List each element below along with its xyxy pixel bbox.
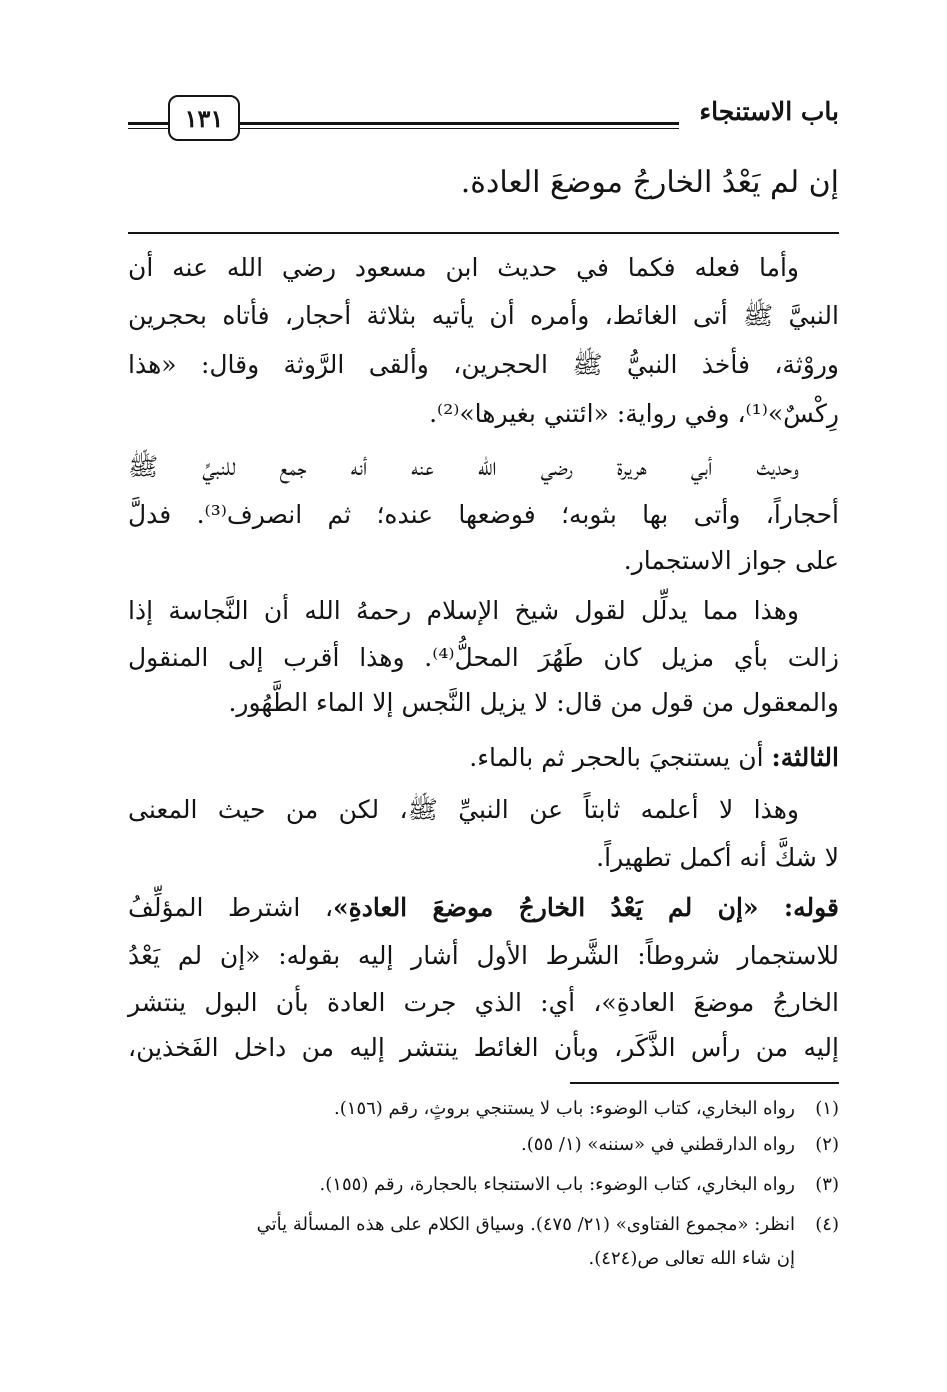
body-line: وهذا لا أعلمه ثابتاً عن النبيِّ ﷺ، لكن من حيث المعنى [128, 795, 799, 824]
third-label: الثالثة: [771, 743, 839, 772]
body-line: للاستجمار شروطاً: الشَّرط الأول أشار إليه بقوله: «إن لم يَعْدُ [128, 941, 839, 970]
footnote [320, 1176, 839, 1194]
footnote [334, 1100, 839, 1118]
footnote-text: رواه الدارقطني في «سننه» (١/ ٥٥). [521, 1134, 795, 1155]
body-line: والمعقول من قول من قال: لا يزيل النَّجس إلا الماء الطَّهُور. [228, 688, 839, 717]
body-line: وروْثة، فأخذ النبيُّ ﷺ الحجرين، وألقى الرَّوثة وقال: «هذا [128, 350, 839, 379]
third-text: أن يستنجيَ بالحجر ثم بالماء. [469, 743, 772, 772]
body-line: النبيَّ ﷺ أتى الغائط، وأمره أن يأتيه بثلاثة أحجار، فأتاه بحجرين [128, 301, 839, 330]
body-line: الخارجُ موضعَ العادةِ»، أي: الذي جرت العادة بأن البول ينتشر [128, 988, 839, 1017]
page-header [128, 95, 839, 145]
body-line: على جواز الاستجمار. [623, 546, 839, 575]
header-rule-short [128, 122, 168, 129]
page-number: ١٣١ [168, 95, 240, 141]
footnote-divider [570, 1082, 839, 1084]
footnote-continuation: إن شاء الله تعالى ص(٤٢٤). [588, 1248, 795, 1269]
matn-text: إن لم يَعْدُ الخارجُ موضعَ العادة. [460, 165, 839, 200]
chapter-title: باب الاستنجاء [699, 97, 839, 126]
body-line: لا شكَّ أنه أكمل تطهيراً. [596, 843, 839, 872]
footnote-text: رواه البخاري، كتاب الوضوء: باب لا يستنجي بروثٍ، رقم (١٥٦). [334, 1098, 795, 1119]
footnote-number: (٤) [815, 1214, 839, 1235]
qawluhu-text: ، اشترط المؤلِّفُ [128, 893, 334, 922]
footnote-number: (٢) [815, 1134, 839, 1155]
qawluhu-line [128, 895, 839, 920]
qawluhu-label: قوله: «إن لم يَعْدُ الخارجُ موضعَ العادةِ» [333, 893, 839, 922]
body-line: وهذا مما يدلِّل لقول شيخ الإسلام رحمهُ الله أن النَّجاسة إذا [128, 596, 799, 625]
footnote-text: انظر: «مجموع الفتاوى» (٢١/ ٤٧٥). وسياق الكلام على هذه المسألة يأتي [256, 1214, 795, 1235]
body-line: زالت بأي مزيل كان طَهُرَ المحلُّ⁽⁴⁾. وهذا أقرب إلى المنقول [128, 643, 839, 672]
body-line: رِكْسٌ»⁽¹⁾، وفي رواية: «ائتني بغيرها»⁽²⁾. [429, 399, 839, 428]
footnote [128, 1216, 839, 1234]
third-condition-line [469, 745, 839, 770]
body-line: وأما فعله فكما في حديث ابن مسعود رضي الله عنه أن [128, 253, 799, 282]
footnote-text: رواه البخاري، كتاب الوضوء: باب الاستنجاء بالحجارة، رقم (١٥٥). [319, 1174, 795, 1195]
header-rule [238, 122, 679, 129]
footnote-number: (١) [815, 1098, 839, 1119]
footnote [521, 1136, 839, 1154]
body-line: أحجاراً، وأتى بها بثوبه؛ فوضعها عنده؛ ثم انصرف⁽³⁾. فدلَّ [128, 500, 839, 529]
body-line: إليه من رأس الذَّكَر، وبأن الغائط ينتشر إليه من داخل الفَخذين، [128, 1033, 839, 1062]
body-line: وحديث أبي هريرة رضي الله عنه أنه جمع للنبيِّ ﷺ [128, 452, 799, 481]
footnote-number: (٣) [815, 1174, 839, 1195]
matn-divider [128, 232, 839, 234]
